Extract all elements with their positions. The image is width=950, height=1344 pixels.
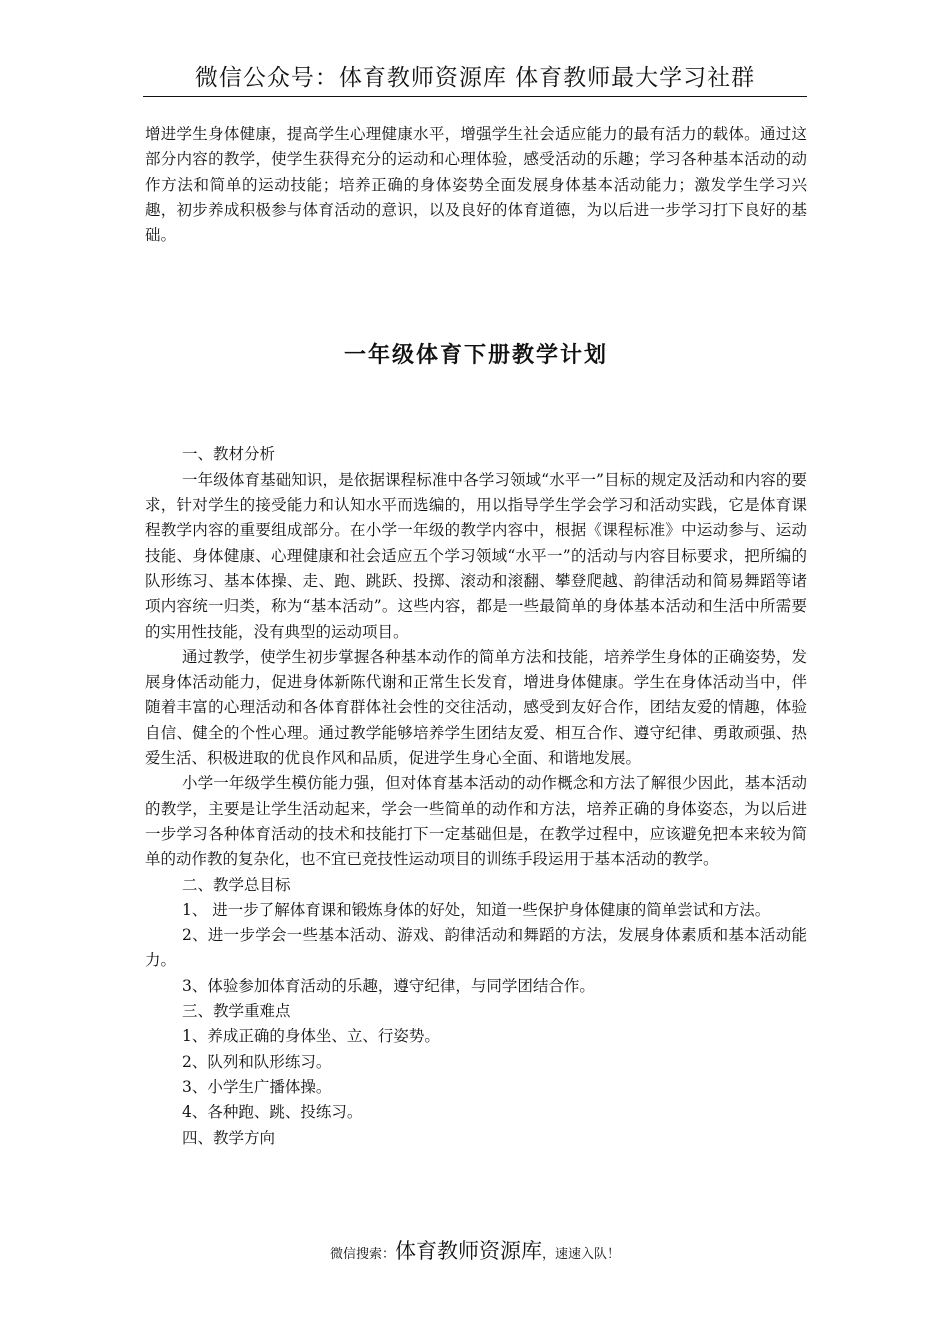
footer-prefix: 微信搜索：: [329, 1247, 395, 1262]
materials-paragraph-2: 通过教学，使学生初步掌握各种基本动作的简单方法和技能，培养学生身体的正确姿势，发展身体活动能力，促进身体新陈代谢和正常生长发育，增进身体健康。学生在身体活动当中，伴随着丰富的心理活动和各体育群体社会性的交往活动，感受到友好合作，团结友爱的情趣，体验自信、健全的个性心理。通过教学能够培养学生团结友爱、相互合作、遵守纪律、勇敢顽强、热爱生活、积极进取的优良作风和品质，促进学生身心全面、和谐地发展。: [145, 647, 807, 768]
page-header: 微信公众号：体育教师资源库 体育教师最大学习社群: [194, 65, 756, 91]
goal-item: 2、进一步学会一些基本活动、游戏、韵律活动和舞蹈的方法，发展身体素质和基本活动能力。: [145, 926, 807, 970]
materials-paragraph-1: 一年级体育基础知识，是依据课程标准中各学习领域“水平一”目标的规定及活动和内容的要求，针对学生的接受能力和认知水平而选编的，用以指导学生学会学习和活动实践，它是体育课程教学内容的重要组成部分。在小学一年级的教学内容中，根据《课程标准》中运动参与、运动技能、身体健康、心理健康和社会适应五个学习领域“水平一”的活动与内容目标要求，把所编的队形练习、基本体操、走、跑、跳跃、投掷、滚动和滚翻、攀登爬越、韵律活动和简易舞蹈等诸项内容统一归类，称为“基本活动”。这些内容，都是一些最简单的身体基本活动和生活中所需要的实用性技能，没有典型的运动项目。: [145, 470, 807, 641]
key-point-item: 1、养成正确的身体坐、立、行姿势。: [182, 1027, 440, 1046]
goal-item: 3、体验参加体育活动的乐趣，遵守纪律，与同学团结合作。: [182, 976, 595, 995]
header-divider: [143, 96, 807, 97]
document-body: [145, 122, 807, 1151]
section-heading-key-points: 三、教学重难点: [182, 1002, 291, 1021]
document-title: 一年级体育下册教学计划: [343, 343, 608, 369]
materials-paragraph-3: 小学一年级学生模仿能力强，但对体育基本活动的动作概念和方法了解很少因此，基本活动的教学，主要是让学生活动起来，学会一些简单的动作和方法，培养正确的身体姿态，为以后进一步学习各种体育活动的技术和技能打下一定基础但是，在教学过程中，应该避免把本来较为简单的动作教的复杂化，也不宜已竞技性运动项目的训练手段运用于基本活动的教学。: [145, 774, 807, 869]
key-point-item: 2、队列和队形练习。: [182, 1052, 332, 1071]
section-heading-direction: 四、教学方向: [182, 1128, 276, 1147]
key-point-item: 4、各种跑、跳、投练习。: [182, 1103, 363, 1122]
goal-item: 1、 进一步了解体育课和锻炼身体的好处，知道一些保护身体健康的简单尝试和方法。: [182, 900, 771, 919]
page-footer: [0, 1236, 950, 1270]
intro-paragraph: 增进学生身体健康，提高学生心理健康水平，增强学生社会适应能力的最有活力的载体。通过这部分内容的教学，使学生获得充分的运动和心理体验，感受活动的乐趣；学习各种基本活动的动作方法和简单的运动技能；培养正确的身体姿势全面发展身体基本活动能力；激发学生学习兴趣，初步养成积极参与体育活动的意识，以及良好的体育道德，为以后进一步学习打下良好的基础。: [145, 125, 807, 245]
section-heading-materials: 一、教材分析: [182, 445, 276, 464]
footer-suffix: ，速速入队！: [542, 1247, 621, 1262]
footer-main: 体育教师资源库: [395, 1239, 542, 1263]
section-heading-goals: 二、教学总目标: [182, 875, 291, 894]
key-point-item: 3、小学生广播体操。: [182, 1077, 332, 1096]
